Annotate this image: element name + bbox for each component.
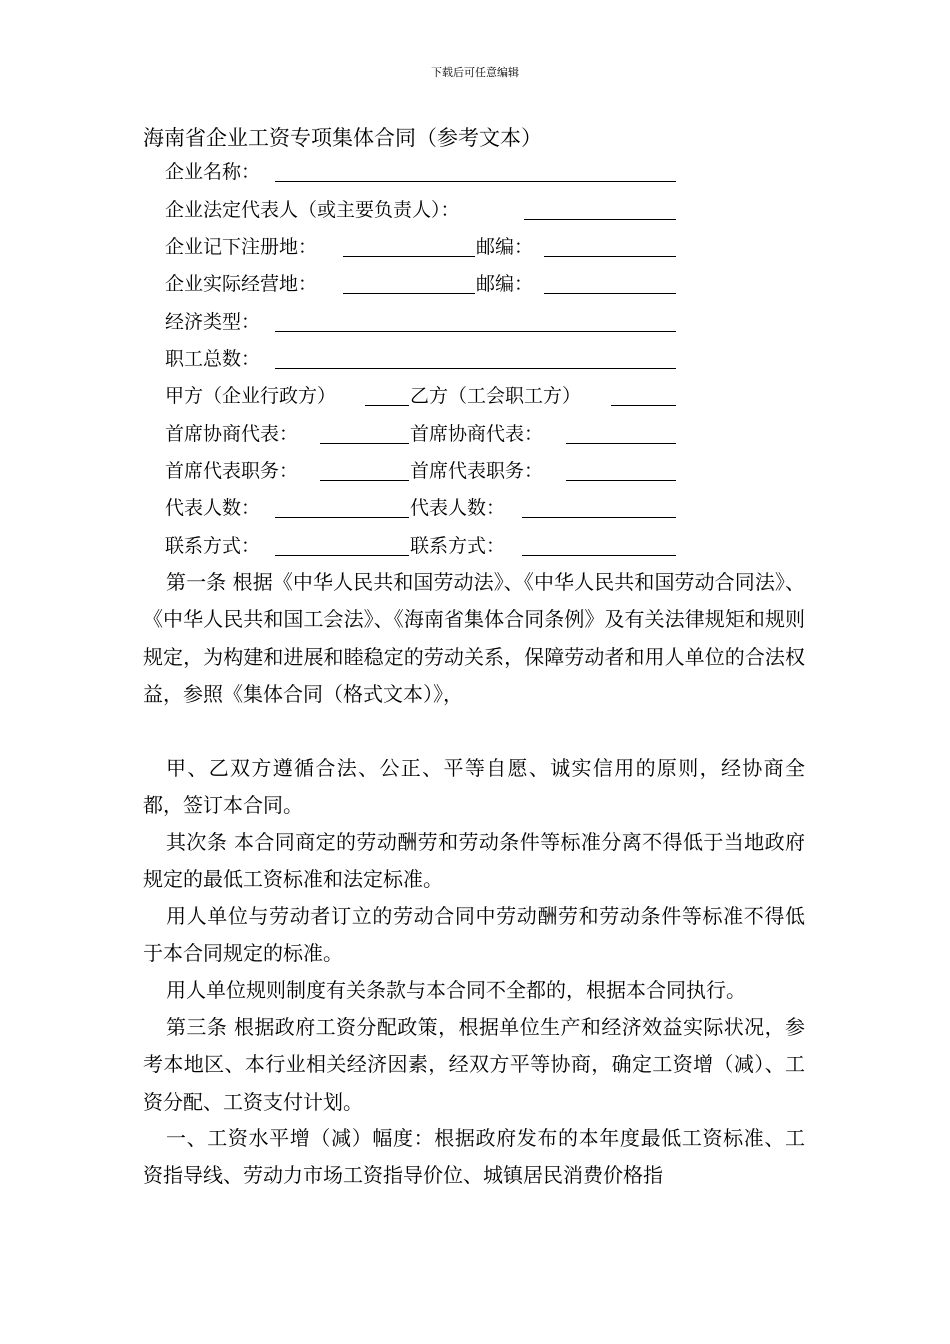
field-label-postcode-2: 邮编： <box>476 273 534 295</box>
blank-actual-address <box>343 293 475 294</box>
blank-enterprise-name <box>275 181 676 182</box>
field-label-legal-rep: 企业法定代表人（或主要负责人）： <box>165 199 460 221</box>
document-title: 海南省企业工资专项集体合同（参考文本） <box>143 126 542 150</box>
blank-contact-b <box>522 555 676 556</box>
blank-chief-rep-a <box>320 443 409 444</box>
paragraph-principles: 甲、乙双方遵循合法、公正、平等自愿、诚实信用的原则，经协商全都，签订本合同。 <box>143 756 805 818</box>
field-label-contact-b: 联系方式： <box>410 535 506 557</box>
blank-economic-type <box>275 331 676 332</box>
field-label-chief-rep-a: 首席协商代表： <box>165 423 299 445</box>
paragraph-wage-level: 一、工资水平增（减）幅度：根据政府发布的本年度最低工资标准、工资指导线、劳动力市场工资指导价位、城镇居民消费价格指 <box>143 1126 805 1188</box>
blank-legal-rep <box>524 219 676 220</box>
header-note: 下载后可任意编辑 <box>431 66 519 79</box>
paragraph-labor-contract: 用人单位与劳动者订立的劳动合同中劳动酬劳和劳动条件等标准不得低于本合同规定的标准。 <box>143 904 805 966</box>
blank-rep-count-b <box>522 517 676 518</box>
paragraph-rules-conflict: 用人单位规则制度有关条款与本合同不全都的，根据本合同执行。 <box>166 978 746 1002</box>
field-label-total-staff: 职工总数： <box>165 348 261 370</box>
blank-registered-address <box>343 256 475 257</box>
field-label-chief-rep-b: 首席协商代表： <box>410 423 544 445</box>
paragraph-article-2: 其次条 本合同商定的劳动酬劳和劳动条件等标准分离不得低于当地政府规定的最低工资标准和法定标准。 <box>143 830 805 892</box>
blank-party-a <box>365 405 409 406</box>
blank-chief-rep-b <box>566 443 676 444</box>
field-label-rep-count-b: 代表人数： <box>410 497 506 519</box>
field-label-party-a: 甲方（企业行政方） <box>165 385 337 407</box>
field-label-enterprise-name: 企业名称： <box>165 161 261 183</box>
field-label-contact-a: 联系方式： <box>165 535 261 557</box>
paragraph-article-1: 第一条 根据《中华人民共和国劳动法》、《中华人民共和国劳动合同法》、《中华人民共和国工会法》、《海南省集体合同条例》及有关法律规矩和规则规定，为构建和进展和睦稳定的劳动关系，保障劳动者和用人单位的合法权益，参照《集体合同（格式文本）》， <box>143 570 805 707</box>
field-label-rep-count-a: 代表人数： <box>165 497 261 519</box>
blank-party-b <box>611 405 676 406</box>
paragraph-article-3: 第三条 根据政府工资分配政策，根据单位生产和经济效益实际状况，参考本地区、本行业相关经济因素，经双方平等协商，确定工资增（减）、工资分配、工资支付计划。 <box>143 1015 805 1114</box>
blank-chief-position-b <box>566 480 676 481</box>
blank-chief-position-a <box>320 480 409 481</box>
field-label-chief-position-b: 首席代表职务： <box>410 460 544 482</box>
blank-rep-count-a <box>275 517 409 518</box>
field-label-postcode-1: 邮编： <box>476 236 534 258</box>
field-label-registered-address: 企业记下注册地： <box>165 236 318 258</box>
field-label-actual-address: 企业实际经营地： <box>165 273 318 295</box>
field-label-economic-type: 经济类型： <box>165 311 261 333</box>
blank-postcode-2 <box>544 293 676 294</box>
blank-total-staff <box>275 368 676 369</box>
blank-postcode-1 <box>544 256 676 257</box>
field-label-chief-position-a: 首席代表职务： <box>165 460 299 482</box>
blank-contact-a <box>275 555 409 556</box>
field-label-party-b: 乙方（工会职工方） <box>410 385 582 407</box>
